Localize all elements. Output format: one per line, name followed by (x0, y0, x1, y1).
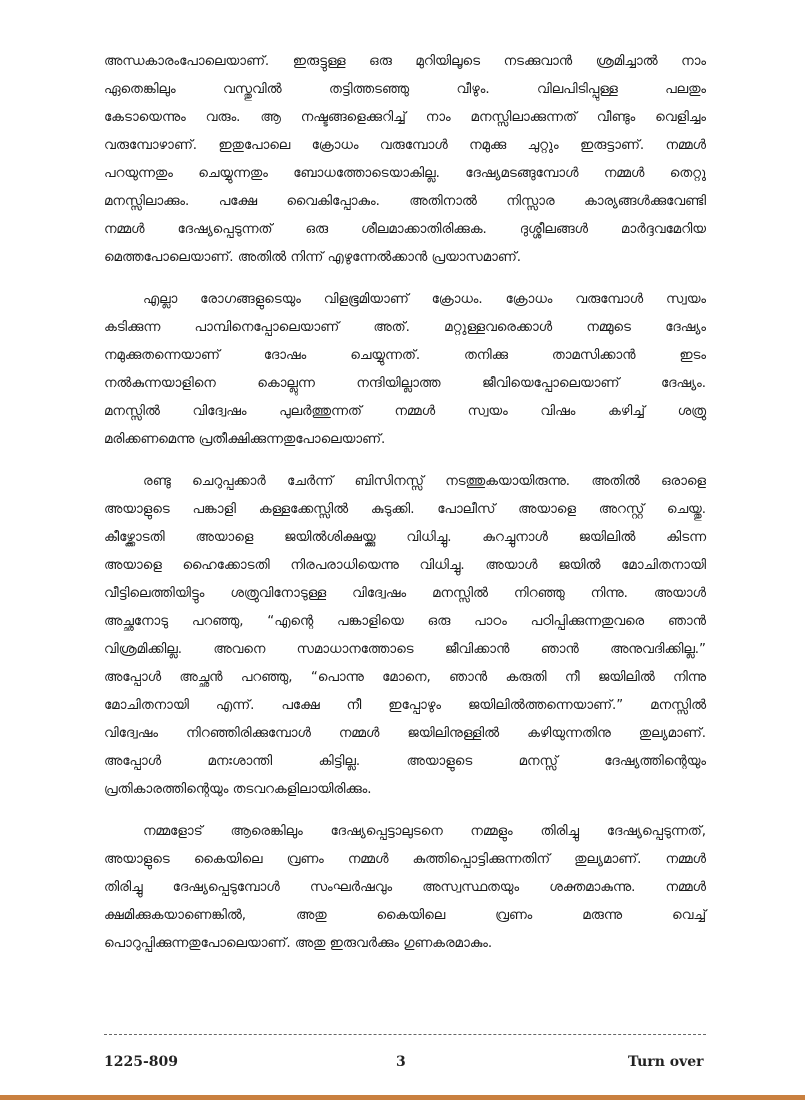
text-line: വിശ്രമിക്കില്ല. അവനെ സമാധാനത്തോടെ ജീവിക്കാൻ ഞാൻ അനുവദിക്കില്ല.” (104, 642, 706, 657)
text-line: അപ്പോൾ മനഃശാന്തി കിട്ടില്ല. അയാളുടെ മനസ്സ് ദേഷ്യത്തിന്റെയും (104, 754, 706, 769)
text-line: പറയുന്നതും ചെയ്യുന്നതും ബോധത്തോടെയാകില്ല. ദേഷ്യമടങ്ങുമ്പോൾ നമ്മൾ തെറ്റു (104, 166, 706, 181)
text-line: അയാളുടെ കൈയിലെ വ്രണം നമ്മൾ കുത്തിപ്പൊട്ടിക്കുന്നതിന് തുല്യമാണ്. നമ്മൾ (104, 852, 706, 867)
text-line: വരുമ്പോഴാണ്. ഇതുപോലെ ക്രോധം വരുമ്പോൾ നമുക്കു ചുറ്റും ഇരുട്ടാണ്. നമ്മൾ (104, 138, 706, 153)
text-line: മനസ്സിലാക്കും. പക്ഷേ വൈകിപ്പോകും. അതിനാൽ നിസ്സാര കാര്യങ്ങൾക്കുവേണ്ടി (104, 194, 706, 209)
text-line: എല്ലാ രോഗങ്ങളുടെയും വിളഭൂമിയാണ് ക്രോധം. ക്രോധം വരുമ്പോൾ സ്വയം (143, 292, 706, 307)
text-line: അന്ധകാരംപോലെയാണ്. ഇരുട്ടുള്ള ഒരു മുറിയിലൂടെ നടക്കുവാൻ ശ്രമിച്ചാൽ നാം (104, 54, 706, 69)
text-line: മനസ്സിൽ വിദ്വേഷം പുലർത്തുന്നത് നമ്മൾ സ്വയം വിഷം കഴിച്ച് ശത്രു (104, 404, 706, 419)
text-line: നമ്മൾ ദേഷ്യപ്പെടുന്നത് ഒരു ശീലമാക്കാതിരിക്കുക. ദുശ്ശീലങ്ങൾ മാർദ്ദവമേറിയ (104, 222, 706, 237)
text-line: വിദ്വേഷം നിറഞ്ഞിരിക്കുമ്പോൾ നമ്മൾ ജയിലിനുള്ളിൽ കഴിയുന്നതിനു തുല്യമാണ്. (104, 726, 706, 741)
turn-over-label: Turn over (628, 1054, 704, 1070)
text-line: അപ്പോൾ അച്ഛൻ പറഞ്ഞു, “പൊന്നു മോനെ, ഞാൻ കരുതി നീ ജയിലിൽ നിന്നു (104, 670, 706, 685)
text-line: കടിക്കുന്ന പാമ്പിനെപ്പോലെയാണ് അത്. മറ്റുള്ളവരെക്കാൾ നമ്മുടെ ദേഷ്യം (104, 320, 706, 335)
text-line: കീഴ്ക്കോടതി അയാളെ ജയിൽശിക്ഷയ്ക്കു വിധിച്ചു. കുറച്ചുനാൾ ജയിലിൽ കിടന്ന (104, 530, 706, 545)
text-line: ക്ഷമിക്കുകയാണെങ്കിൽ, അതു കൈയിലെ വ്രണം മരുന്നു വെച്ച് (104, 908, 706, 923)
page-number: 3 (396, 1054, 406, 1070)
text-line: തിരിച്ചു ദേഷ്യപ്പെടുമ്പോൾ സംഘർഷവും അസ്വസ്ഥതയും ശക്തമാകുന്നു. നമ്മൾ (104, 880, 706, 895)
page-edge-strip (0, 1095, 805, 1100)
text-line: പ്രതികാരത്തിന്റെയും തടവറകളിലായിരിക്കും. (104, 782, 372, 797)
text-line: പൊറുപ്പിക്കുന്നതുപോലെയാണ്. അതു ഇരുവർക്കും ഗുണകരമാകും. (104, 936, 493, 951)
text-line: രണ്ടു ചെറുപ്പക്കാർ ചേർന്ന് ബിസിനസ്സ് നടത്തുകയായിരുന്നു. അതിൽ ഒരാളെ (143, 474, 706, 489)
paper-code: 1225-809 (104, 1054, 178, 1070)
text-line: മരിക്കണമെന്നു പ്രതീക്ഷിക്കുന്നതുപോലെയാണ്. (104, 432, 386, 447)
text-line: നമുക്കുതന്നെയാണ് ദോഷം ചെയ്യുന്നത്. തനിക്കു താമസിക്കാൻ ഇടം (104, 348, 706, 363)
text-line: കേടായെന്നും വരും. ആ നഷ്ടങ്ങളെക്കുറിച്ച് നാം മനസ്സിലാക്കുന്നത് വീണ്ടും വെളിച്ചം (104, 110, 706, 125)
text-line: അയാളെ ഹൈക്കോടതി നിരപരാധിയെന്നു വിധിച്ചു. അയാൾ ജയിൽ മോചിതനായി (104, 558, 706, 573)
text-line: വീട്ടിലെത്തിയിട്ടും ശത്രുവിനോടുള്ള വിദ്വേഷം മനസ്സിൽ നിറഞ്ഞു നിന്നു. അയാൾ (104, 586, 706, 601)
text-line: നമ്മളോട് ആരെങ്കിലും ദേഷ്യപ്പെട്ടാലുടനെ നമ്മളും തിരിച്ചു ദേഷ്യപ്പെടുന്നത്, (143, 824, 706, 839)
text-line: മെത്തപോലെയാണ്. അതിൽ നിന്ന് എഴുന്നേൽക്കാൻ പ്രയാസമാണ്. (104, 250, 521, 265)
text-line: ഏതെങ്കിലും വസ്തുവിൽ തട്ടിത്തടഞ്ഞു വീഴും. വിലപിടിപ്പുള്ള പലതും (104, 82, 706, 97)
text-line: നൽകുന്നയാളിനെ കൊല്ലുന്ന നന്ദിയില്ലാത്ത ജീവിയെപ്പോലെയാണ് ദേഷ്യം. (104, 376, 706, 391)
text-line: അച്ഛനോടു പറഞ്ഞു, “എന്റെ പങ്കാളിയെ ഒരു പാഠം പഠിപ്പിക്കുന്നതുവരെ ഞാൻ (104, 614, 706, 629)
text-line: മോചിതനായി എന്ന്. പക്ഷേ നീ ഇപ്പോഴും ജയിലിൽത്തന്നെയാണ്.” മനസ്സിൽ (104, 698, 706, 713)
footer-divider (104, 1034, 706, 1035)
text-line: അയാളുടെ പങ്കാളി കള്ളക്കേസ്സിൽ കുടുക്കി. പോലീസ് അയാളെ അറസ്റ്റ് ചെയ്തു. (104, 502, 706, 517)
